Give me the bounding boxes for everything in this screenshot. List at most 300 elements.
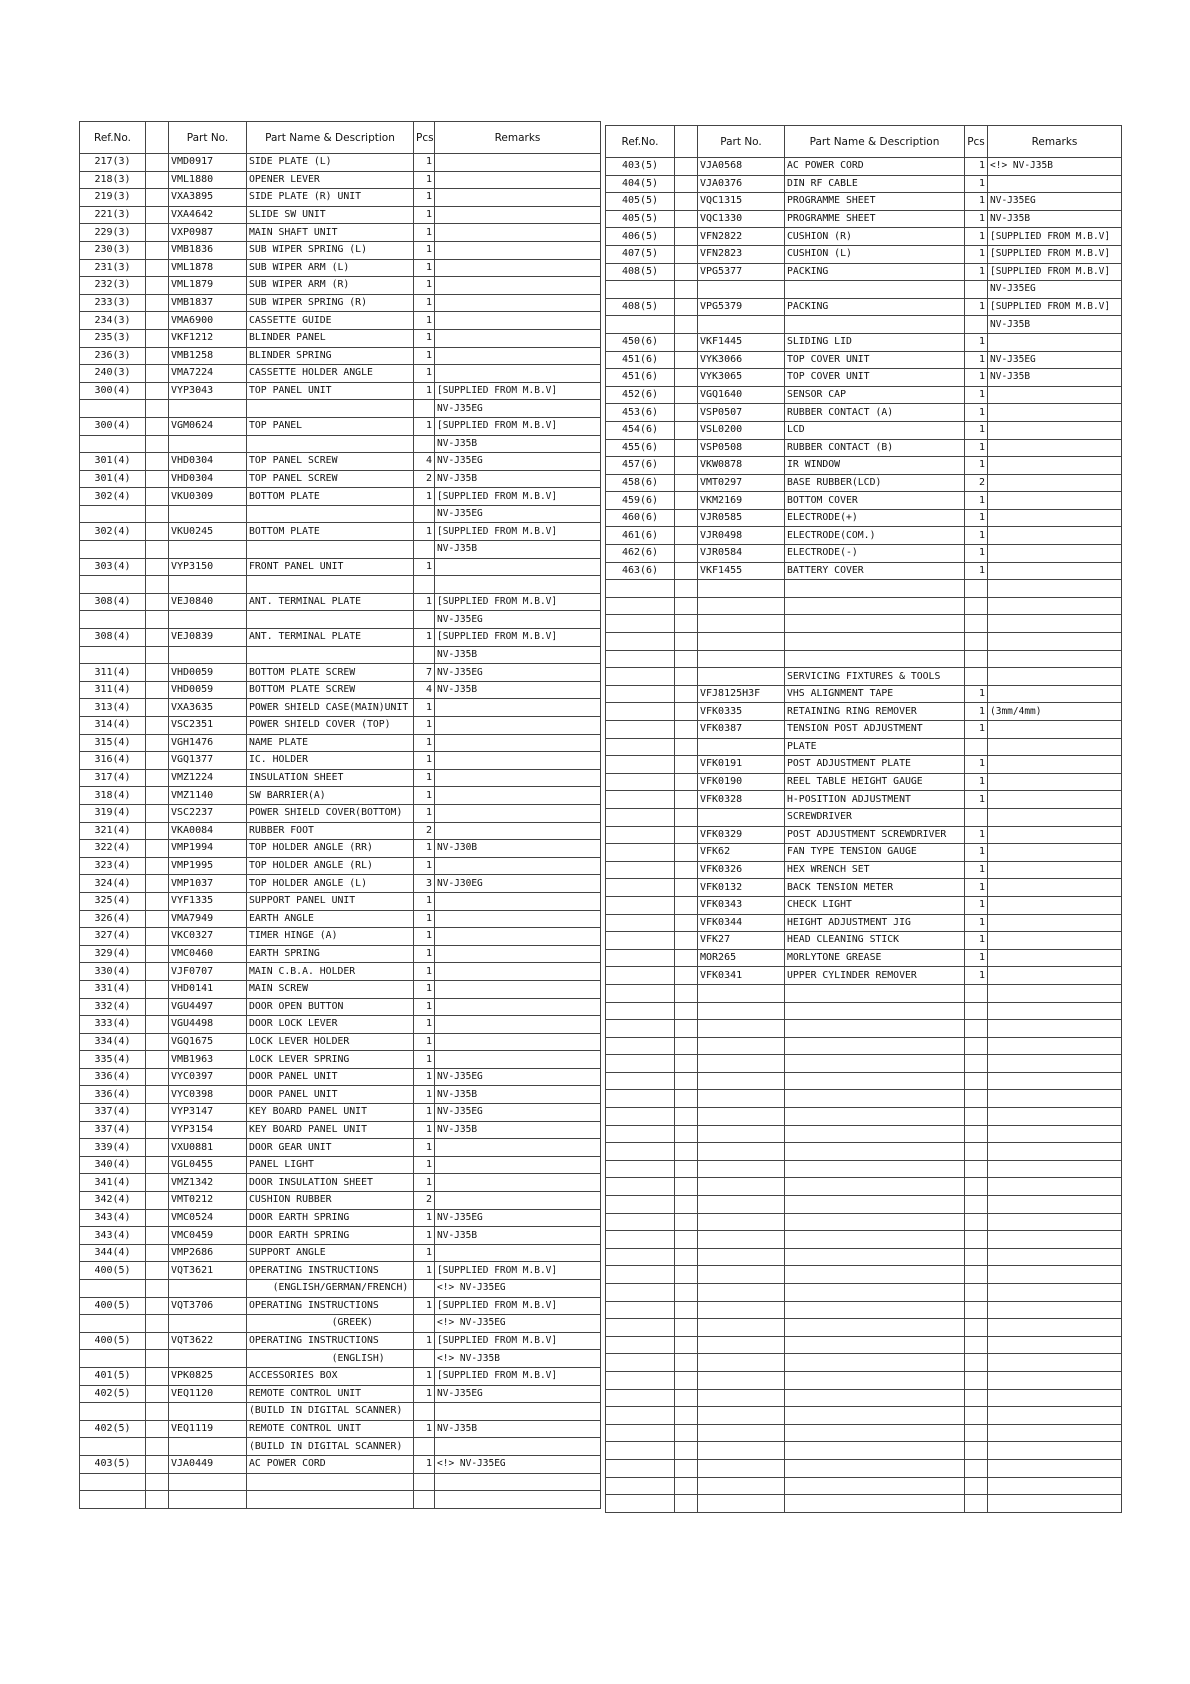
blank-cell xyxy=(146,1455,169,1473)
remarks-cell: NV-J35EG xyxy=(435,664,601,682)
ref-no-cell: 450(6) xyxy=(606,333,675,351)
table-row xyxy=(80,523,601,541)
part-no-cell: VYP3150 xyxy=(169,558,247,576)
blank-cell xyxy=(675,351,698,369)
part-no-cell xyxy=(698,1072,785,1090)
ref-no-cell: 322(4) xyxy=(80,840,146,858)
table-row xyxy=(80,294,601,312)
blank-cell xyxy=(675,1266,698,1284)
blank-cell xyxy=(675,316,698,334)
remarks-cell xyxy=(435,857,601,875)
blank-cell xyxy=(146,329,169,347)
table-row xyxy=(606,193,1122,211)
blank-cell xyxy=(675,1037,698,1055)
pcs-cell: 1 xyxy=(965,369,988,387)
pcs-cell xyxy=(965,1002,988,1020)
blank-cell xyxy=(146,453,169,471)
ref-no-cell xyxy=(606,1266,675,1284)
ref-no-cell: 314(4) xyxy=(80,717,146,735)
remarks-cell: [SUPPLIED FROM M.B.V] xyxy=(435,1297,601,1315)
pcs-cell: 1 xyxy=(414,347,435,365)
blank-cell xyxy=(146,1156,169,1174)
table-row xyxy=(606,773,1122,791)
part-name-cell: CASSETTE GUIDE xyxy=(247,312,414,330)
pcs-cell: 1 xyxy=(965,949,988,967)
part-no-cell: VSP0507 xyxy=(698,404,785,422)
part-name-cell: CUSHION (R) xyxy=(785,228,965,246)
pcs-cell: 1 xyxy=(965,861,988,879)
remarks-cell xyxy=(988,1495,1122,1513)
parts-table-left xyxy=(79,121,601,1509)
pcs-cell: 1 xyxy=(414,1121,435,1139)
remarks-cell xyxy=(988,914,1122,932)
part-name-cell: DOOR PANEL UNIT xyxy=(247,1068,414,1086)
remarks-cell xyxy=(435,752,601,770)
remarks-cell: <!> NV-J35EG xyxy=(435,1280,601,1298)
table-row xyxy=(80,1033,601,1051)
part-name-cell: OPENER LEVER xyxy=(247,171,414,189)
remarks-cell xyxy=(435,329,601,347)
ref-no-cell: 232(3) xyxy=(80,277,146,295)
part-name-cell: LCD xyxy=(785,421,965,439)
part-no-cell xyxy=(698,1196,785,1214)
table-row xyxy=(80,558,601,576)
pcs-cell xyxy=(965,1477,988,1495)
remarks-cell xyxy=(435,980,601,998)
table-row-empty xyxy=(606,1108,1122,1126)
remarks-cell xyxy=(435,206,601,224)
part-no-cell xyxy=(698,1389,785,1407)
blank-cell xyxy=(146,769,169,787)
ref-no-cell: 301(4) xyxy=(80,470,146,488)
pcs-cell xyxy=(965,1284,988,1302)
pcs-cell: 1 xyxy=(414,1367,435,1385)
part-no-cell: VGQ1377 xyxy=(169,752,247,770)
part-no-cell: VSC2237 xyxy=(169,804,247,822)
ref-no-cell xyxy=(606,1495,675,1513)
pcs-cell: 1 xyxy=(414,1455,435,1473)
pcs-cell: 3 xyxy=(414,875,435,893)
ref-no-cell xyxy=(606,1037,675,1055)
remarks-cell xyxy=(435,347,601,365)
table-row-empty xyxy=(606,1354,1122,1372)
pcs-cell: 1 xyxy=(414,1104,435,1122)
blank-cell xyxy=(675,844,698,862)
blank-cell xyxy=(675,1143,698,1161)
table-row xyxy=(80,541,601,559)
pcs-cell xyxy=(414,1350,435,1368)
part-no-cell xyxy=(169,1315,247,1333)
remarks-cell xyxy=(988,1055,1122,1073)
remarks-cell: [SUPPLIED FROM M.B.V] xyxy=(435,382,601,400)
pcs-cell: 1 xyxy=(414,206,435,224)
part-name-cell: IC. HOLDER xyxy=(247,752,414,770)
blank-cell xyxy=(675,791,698,809)
remarks-cell xyxy=(988,1284,1122,1302)
table-row xyxy=(80,1121,601,1139)
blank-cell xyxy=(146,1033,169,1051)
pcs-cell xyxy=(965,1055,988,1073)
ref-no-cell xyxy=(80,611,146,629)
part-name-cell: H-POSITION ADJUSTMENT xyxy=(785,791,965,809)
ref-no-cell: 217(3) xyxy=(80,154,146,172)
part-name-cell xyxy=(785,633,965,651)
part-name-cell xyxy=(785,1090,965,1108)
header-name: Part Name & Description xyxy=(785,126,965,158)
ref-no-cell: 340(4) xyxy=(80,1156,146,1174)
remarks-cell: NV-J30B xyxy=(435,840,601,858)
pcs-cell: 1 xyxy=(965,527,988,545)
part-name-cell: SLIDE SW UNIT xyxy=(247,206,414,224)
ref-no-cell: 343(4) xyxy=(80,1227,146,1245)
ref-no-cell xyxy=(80,1438,146,1456)
table-row xyxy=(80,1420,601,1438)
blank-cell xyxy=(675,421,698,439)
part-no-cell xyxy=(169,400,247,418)
part-name-cell xyxy=(785,1319,965,1337)
header-name: Part Name & Description xyxy=(247,122,414,154)
part-name-cell xyxy=(785,1231,965,1249)
part-name-cell: DIN RF CABLE xyxy=(785,175,965,193)
ref-no-cell: 329(4) xyxy=(80,945,146,963)
part-no-cell: VFK0132 xyxy=(698,879,785,897)
pcs-cell: 1 xyxy=(965,158,988,176)
ref-no-cell xyxy=(606,738,675,756)
part-no-cell xyxy=(698,580,785,598)
part-no-cell xyxy=(698,1108,785,1126)
blank-cell xyxy=(675,263,698,281)
table-row xyxy=(606,333,1122,351)
blank-cell xyxy=(675,245,698,263)
remarks-cell: NV-J35EG xyxy=(435,505,601,523)
part-name-cell: IR WINDOW xyxy=(785,457,965,475)
table-row xyxy=(606,298,1122,316)
ref-no-cell xyxy=(80,505,146,523)
blank-cell xyxy=(146,523,169,541)
pcs-cell: 1 xyxy=(965,914,988,932)
pcs-cell: 1 xyxy=(965,404,988,422)
table-row xyxy=(80,329,601,347)
part-name-cell: FAN TYPE TENSION GAUGE xyxy=(785,844,965,862)
remarks-cell xyxy=(435,945,601,963)
ref-no-cell: 400(5) xyxy=(80,1297,146,1315)
remarks-cell: [SUPPLIED FROM M.B.V] xyxy=(435,1262,601,1280)
remarks-cell xyxy=(988,1125,1122,1143)
remarks-cell xyxy=(988,826,1122,844)
blank-cell xyxy=(675,756,698,774)
table-row xyxy=(606,439,1122,457)
pcs-cell: 1 xyxy=(414,717,435,735)
part-name-cell: BACK TENSION METER xyxy=(785,879,965,897)
part-no-cell xyxy=(698,615,785,633)
part-name-cell: AC POWER CORD xyxy=(247,1455,414,1473)
pcs-cell: 7 xyxy=(414,664,435,682)
remarks-cell xyxy=(435,1192,601,1210)
remarks-cell xyxy=(988,932,1122,950)
pcs-cell xyxy=(414,1438,435,1456)
pcs-cell: 1 xyxy=(414,787,435,805)
pcs-cell xyxy=(965,633,988,651)
remarks-cell xyxy=(988,545,1122,563)
remarks-cell xyxy=(435,171,601,189)
part-no-cell: VMZ1224 xyxy=(169,769,247,787)
table-row xyxy=(80,312,601,330)
remarks-cell xyxy=(435,241,601,259)
pcs-cell: 1 xyxy=(414,945,435,963)
ref-no-cell xyxy=(606,756,675,774)
part-name-cell: LOCK LEVER HOLDER xyxy=(247,1033,414,1051)
ref-no-cell xyxy=(606,808,675,826)
remarks-cell xyxy=(988,1090,1122,1108)
part-name-cell: POWER SHIELD CASE(MAIN)UNIT xyxy=(247,699,414,717)
table-row xyxy=(80,928,601,946)
remarks-cell xyxy=(435,787,601,805)
table-row xyxy=(606,633,1122,651)
remarks-cell xyxy=(435,576,601,594)
table-row xyxy=(80,1051,601,1069)
remarks-cell: NV-J35B xyxy=(435,681,601,699)
part-name-cell: ACCESSORIES BOX xyxy=(247,1367,414,1385)
remarks-cell: [SUPPLIED FROM M.B.V] xyxy=(988,263,1122,281)
blank-cell xyxy=(146,1139,169,1157)
pcs-cell: 1 xyxy=(965,210,988,228)
blank-cell xyxy=(146,347,169,365)
blank-cell xyxy=(675,861,698,879)
part-name-cell xyxy=(785,1371,965,1389)
blank-cell xyxy=(146,259,169,277)
part-no-cell xyxy=(698,1090,785,1108)
blank-cell xyxy=(146,294,169,312)
blank-cell xyxy=(675,633,698,651)
remarks-cell: NV-J35B xyxy=(435,1227,601,1245)
ref-no-cell: 454(6) xyxy=(606,421,675,439)
part-no-cell: VKF1212 xyxy=(169,329,247,347)
remarks-cell xyxy=(988,896,1122,914)
part-name-cell xyxy=(785,1459,965,1477)
blank-cell xyxy=(146,1315,169,1333)
table-row xyxy=(80,857,601,875)
part-no-cell: VJR0498 xyxy=(698,527,785,545)
remarks-cell xyxy=(988,597,1122,615)
part-no-cell: VHD0304 xyxy=(169,470,247,488)
part-name-cell xyxy=(785,1389,965,1407)
ref-no-cell: 219(3) xyxy=(80,189,146,207)
pcs-cell: 1 xyxy=(414,998,435,1016)
part-name-cell xyxy=(785,1037,965,1055)
ref-no-cell xyxy=(80,576,146,594)
blank-cell xyxy=(675,650,698,668)
blank-cell xyxy=(146,910,169,928)
pcs-cell xyxy=(414,400,435,418)
part-no-cell: VPG5377 xyxy=(698,263,785,281)
blank-cell xyxy=(675,228,698,246)
ref-no-cell xyxy=(606,1354,675,1372)
table-row-empty xyxy=(606,1231,1122,1249)
table-row xyxy=(80,664,601,682)
ref-no-cell: 313(4) xyxy=(80,699,146,717)
remarks-cell xyxy=(435,277,601,295)
remarks-cell xyxy=(988,439,1122,457)
part-no-cell: VFK0335 xyxy=(698,703,785,721)
pcs-cell xyxy=(965,650,988,668)
remarks-cell xyxy=(988,527,1122,545)
blank-cell xyxy=(675,879,698,897)
part-no-cell xyxy=(169,1350,247,1368)
part-name-cell: REMOTE CONTROL UNIT xyxy=(247,1385,414,1403)
remarks-cell xyxy=(435,1139,601,1157)
part-name-cell: LOCK LEVER SPRING xyxy=(247,1051,414,1069)
pcs-cell: 1 xyxy=(965,298,988,316)
part-name-cell: BLINDER PANEL xyxy=(247,329,414,347)
table-row xyxy=(606,175,1122,193)
table-row-empty xyxy=(606,1389,1122,1407)
pcs-cell xyxy=(965,580,988,598)
table-row xyxy=(606,158,1122,176)
part-name-cell xyxy=(785,1336,965,1354)
remarks-cell: (3mm/4mm) xyxy=(988,703,1122,721)
ref-no-cell: 451(6) xyxy=(606,351,675,369)
part-name-cell: DOOR EARTH SPRING xyxy=(247,1209,414,1227)
part-no-cell: VKF1455 xyxy=(698,562,785,580)
blank-cell xyxy=(146,1332,169,1350)
table-row xyxy=(80,1367,601,1385)
remarks-cell: NV-J35B xyxy=(435,435,601,453)
ref-no-cell xyxy=(606,826,675,844)
blank-cell xyxy=(675,984,698,1002)
part-name-cell xyxy=(785,1055,965,1073)
pcs-cell: 1 xyxy=(965,228,988,246)
part-no-cell: VFK0328 xyxy=(698,791,785,809)
header-row xyxy=(80,122,601,154)
remarks-cell xyxy=(435,963,601,981)
ref-no-cell: 323(4) xyxy=(80,857,146,875)
ref-no-cell: 405(5) xyxy=(606,193,675,211)
remarks-cell xyxy=(988,580,1122,598)
part-name-cell: SCREWDRIVER xyxy=(785,808,965,826)
blank-cell xyxy=(146,1227,169,1245)
blank-cell xyxy=(146,752,169,770)
pcs-cell xyxy=(965,1020,988,1038)
ref-no-cell xyxy=(606,580,675,598)
ref-no-cell: 341(4) xyxy=(80,1174,146,1192)
pcs-cell: 1 xyxy=(414,1385,435,1403)
pcs-cell: 1 xyxy=(965,439,988,457)
remarks-cell xyxy=(988,668,1122,686)
part-no-cell xyxy=(698,984,785,1002)
ref-no-cell xyxy=(80,1491,146,1509)
blank-cell xyxy=(146,928,169,946)
pcs-cell xyxy=(965,738,988,756)
part-no-cell: MOR265 xyxy=(698,949,785,967)
part-no-cell: VQC1315 xyxy=(698,193,785,211)
blank-cell xyxy=(146,1491,169,1509)
part-name-cell xyxy=(247,646,414,664)
ref-no-cell xyxy=(606,1178,675,1196)
ref-no-cell xyxy=(606,1196,675,1214)
part-name-cell xyxy=(785,1477,965,1495)
ref-no-cell: 400(5) xyxy=(80,1262,146,1280)
remarks-cell xyxy=(988,1389,1122,1407)
part-name-cell: PROGRAMME SHEET xyxy=(785,210,965,228)
remarks-cell xyxy=(435,1033,601,1051)
table-row xyxy=(80,365,601,383)
part-no-cell: VYP3154 xyxy=(169,1121,247,1139)
ref-no-cell: 404(5) xyxy=(606,175,675,193)
ref-no-cell xyxy=(606,615,675,633)
remarks-cell xyxy=(988,633,1122,651)
header-blank xyxy=(146,122,169,154)
ref-no-cell: 342(4) xyxy=(80,1192,146,1210)
remarks-cell xyxy=(988,791,1122,809)
ref-no-cell: 401(5) xyxy=(80,1367,146,1385)
part-name-cell: TOP PANEL SCREW xyxy=(247,453,414,471)
remarks-cell xyxy=(988,1213,1122,1231)
blank-cell xyxy=(146,717,169,735)
table-row xyxy=(80,1139,601,1157)
part-no-cell: VGQ1675 xyxy=(169,1033,247,1051)
ref-no-cell: 325(4) xyxy=(80,892,146,910)
table-row xyxy=(606,404,1122,422)
pcs-cell xyxy=(414,646,435,664)
ref-no-cell xyxy=(606,861,675,879)
part-name-cell: TIMER HINGE (A) xyxy=(247,928,414,946)
blank-cell xyxy=(675,1125,698,1143)
pcs-cell xyxy=(414,1280,435,1298)
part-name-cell: POWER SHIELD COVER (TOP) xyxy=(247,717,414,735)
pcs-cell xyxy=(965,316,988,334)
part-no-cell: VKU0309 xyxy=(169,488,247,506)
table-row xyxy=(80,717,601,735)
part-name-cell: VHS ALIGNMENT TAPE xyxy=(785,685,965,703)
pcs-cell: 1 xyxy=(414,629,435,647)
part-name-cell: BOTTOM PLATE SCREW xyxy=(247,664,414,682)
part-no-cell: VMB1258 xyxy=(169,347,247,365)
ref-no-cell: 317(4) xyxy=(80,769,146,787)
pcs-cell: 1 xyxy=(965,545,988,563)
part-no-cell: VMT0212 xyxy=(169,1192,247,1210)
remarks-cell xyxy=(435,1403,601,1421)
ref-no-cell: 461(6) xyxy=(606,527,675,545)
table-row xyxy=(80,822,601,840)
pcs-cell: 1 xyxy=(965,333,988,351)
part-name-cell: RETAINING RING REMOVER xyxy=(785,703,965,721)
part-no-cell: VFK62 xyxy=(698,844,785,862)
remarks-cell xyxy=(435,769,601,787)
remarks-cell: NV-J35EG xyxy=(435,400,601,418)
ref-no-cell: 402(5) xyxy=(80,1420,146,1438)
blank-cell xyxy=(675,1231,698,1249)
remarks-cell xyxy=(988,1354,1122,1372)
remarks-cell xyxy=(988,1319,1122,1337)
pcs-cell xyxy=(965,1442,988,1460)
part-no-cell xyxy=(698,1336,785,1354)
part-name-cell xyxy=(785,1002,965,1020)
blank-cell xyxy=(675,1336,698,1354)
part-name-cell: (BUILD IN DIGITAL SCANNER) xyxy=(247,1403,414,1421)
part-name-cell xyxy=(247,505,414,523)
part-name-cell: CUSHION (L) xyxy=(785,245,965,263)
ref-no-cell xyxy=(606,668,675,686)
part-no-cell: VMA6900 xyxy=(169,312,247,330)
pcs-cell: 1 xyxy=(965,773,988,791)
part-no-cell xyxy=(169,505,247,523)
pcs-cell xyxy=(965,1407,988,1425)
remarks-cell: NV-J35B xyxy=(435,1086,601,1104)
blank-cell xyxy=(675,1495,698,1513)
remarks-cell xyxy=(988,457,1122,475)
header-remarks: Remarks xyxy=(435,122,601,154)
part-no-cell xyxy=(698,1143,785,1161)
